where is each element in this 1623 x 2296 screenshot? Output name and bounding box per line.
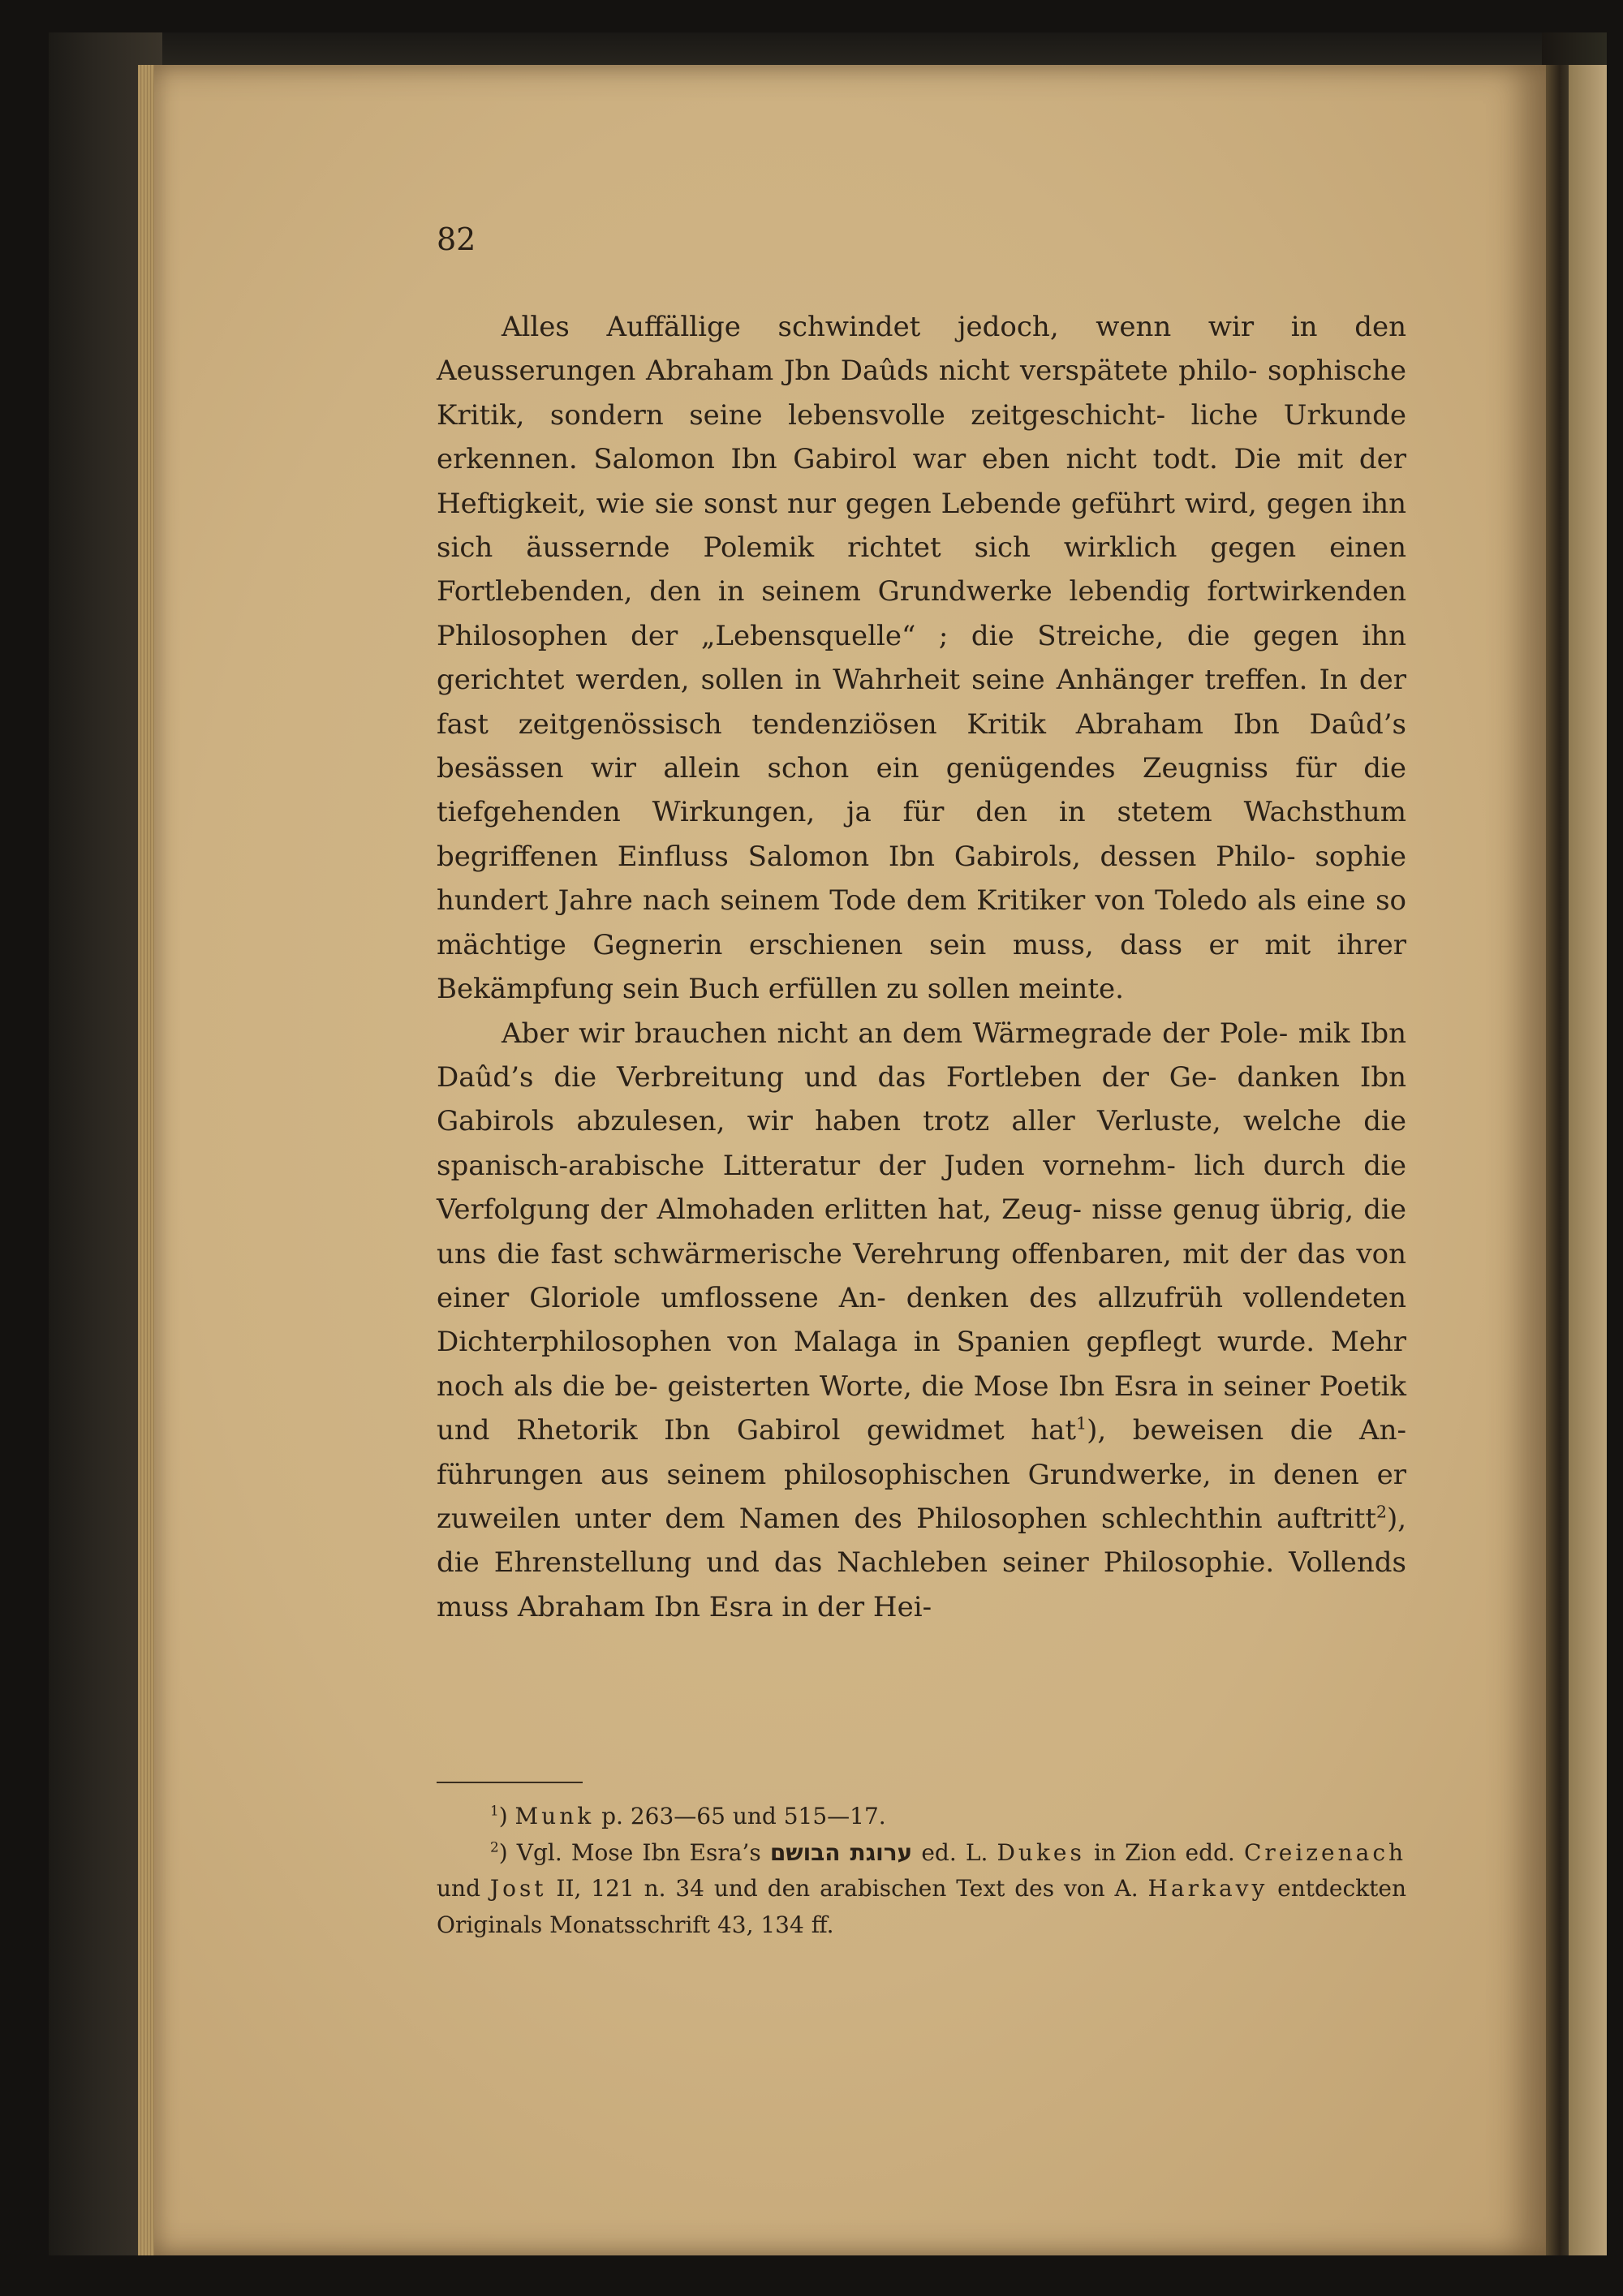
footnote-author: Harkavy	[1147, 1875, 1268, 1902]
text-line: sophie hundert Jahre nach seinem Tode dem Kritiker von	[437, 840, 1406, 918]
footnote-text: entdeckten Originals Monatsschrift 43, 134 ff.	[437, 1875, 1407, 1938]
text-line: danken Ibn Gabirols abzulesen, wir haben trotz aller Verluste,	[437, 1060, 1406, 1138]
text-line-rest: ), beweisen die An-	[1087, 1414, 1406, 1447]
text-line: welche die spanisch-arabische Litteratur der Juden vornehm-	[437, 1105, 1407, 1182]
footnote-text: p. 263—65 und 515—17.	[601, 1803, 886, 1829]
text-line: Lebende geführt wird, gegen ihn sich äussernde Polemik	[437, 487, 1407, 565]
footnote-author: Dukes	[997, 1838, 1085, 1866]
footnote-marker: 1	[490, 1802, 499, 1819]
text-line: begriffenen Einfluss Salomon Ibn Gabirols, dessen Philo-	[437, 840, 1296, 873]
footnote-author: Munk	[514, 1803, 595, 1829]
text-line: liche Urkunde erkennen. Salomon Ibn Gabirol war eben	[437, 398, 1406, 476]
text-line: nisse genug übrig, die uns die fast schwärmerische Verehrung	[437, 1193, 1407, 1271]
text-line: dass er mit ihrer Bekämpfung sein Buch erfüllen zu sollen	[437, 928, 1407, 1006]
text-line: Aeusserungen Abraham Jbn Daûds nicht verspätete philo-	[437, 355, 1258, 388]
text-line: denken des allzufrüh vollendeten Dichterphilosophen von	[437, 1281, 1407, 1359]
footnote-text: ed. L.	[921, 1838, 988, 1866]
text-line: der „Lebensquelle“ ; die Streiche, die gegen ihn gerichtet	[437, 619, 1406, 697]
paragraph-1	[437, 305, 1406, 1012]
footnote-text: Vgl. Mose Ibn Esra’s	[516, 1838, 761, 1866]
footnote-marker: 2	[490, 1838, 499, 1855]
text-line: fast zeitgenössisch tendenziösen Kritik Abraham Ibn Daûd’s	[437, 707, 1406, 741]
footnote-1: $^1$) Munk p. 263—65 und 515—17.	[490, 1802, 886, 1829]
page-number: 82	[437, 221, 476, 257]
text-line: lich durch die Verfolgung der Almohaden erlitten hat, Zeug-	[437, 1149, 1406, 1227]
footnote-author: Creizenach	[1243, 1838, 1407, 1866]
text-line: werden, sollen in Wahrheit seine Anhänger treffen. In der	[575, 664, 1406, 697]
hebrew-title: ערוגת הבושם	[769, 1838, 913, 1866]
text-line: Alles Auffällige schwindet jedoch, wenn wir in den	[502, 311, 1406, 343]
footnote-2: $^2$) Vgl. Mose Ibn Esra’s ערוגת הבושם ed. L. Dukes in Zion edd. Creizenach und Jost II, 121 n. 34 und den arabischen Text des von A. Harkavy entdeckten Originals Monatsschrift 43, 134 ff.	[437, 1838, 1407, 1938]
text-line: Aber wir brauchen nicht an dem Wärmegrade der Pole-	[502, 1017, 1289, 1050]
footnote-divider	[437, 1782, 583, 1783]
text-line: Toledo als eine so mächtige Gegnerin erschienen sein muss,	[437, 884, 1407, 961]
text-line: sophische Kritik, sondern seine lebensvolle zeitgeschicht-	[437, 355, 1406, 432]
footnote-text: von A.	[1063, 1875, 1139, 1902]
footnote-author: Jost	[489, 1875, 547, 1902]
footnotes	[437, 1799, 1406, 1943]
footnote-text: in Zion edd.	[1093, 1838, 1235, 1866]
next-page-edge	[1569, 65, 1607, 2255]
footnote-text: und	[437, 1875, 480, 1902]
text-line: Philosophie. Vollends muss Abraham Ibn Esra in der Hei-	[437, 1546, 1406, 1623]
text-line: geisterten Worte, die Mose Ibn Esra in seiner Poetik und	[437, 1369, 1406, 1447]
text-line: richtet sich wirklich gegen einen Fortlebenden, den in	[437, 531, 1407, 608]
text-line: führungen aus seinem philosophischen Grundwerke, in denen	[437, 1458, 1359, 1491]
text-line-rest: ), die Ehrenstellung und das Nachleben seiner	[437, 1502, 1407, 1580]
text-line: tiefgehenden Wirkungen, ja für den in stetem Wachsthum	[437, 796, 1406, 829]
text-line: mik Ibn Daûd’s die Verbreitung und das Fortleben der Ge-	[437, 1017, 1406, 1094]
footnote-ref-1: 1	[1076, 1413, 1087, 1434]
text-line: offenbaren, mit der das von einer Gloriole umflossene An-	[437, 1237, 1406, 1314]
footnote-ref-2: 2	[1375, 1502, 1387, 1522]
text-line: meinte.	[1018, 973, 1124, 1006]
book-gutter	[1546, 65, 1569, 2255]
text-line: Rhetorik Ibn Gabirol gewidmet hat	[516, 1414, 1077, 1447]
text-line: seinem Grundwerke lebendig fortwirkenden Philosophen	[437, 575, 1406, 652]
body-text	[437, 305, 1406, 1629]
text-line: er zuweilen unter dem Namen des Philosophen schlechthin	[437, 1458, 1406, 1535]
text-line: besässen wir allein schon ein genügendes Zeugniss für die	[437, 752, 1406, 785]
text-line: Malaga in Spanien gepflegt wurde. Mehr noch als die be-	[437, 1326, 1406, 1403]
text-line: nicht todt. Die mit der Heftigkeit, wie sie sonst nur gegen	[437, 443, 1406, 520]
paragraph-2	[437, 1012, 1406, 1630]
text-line: auftritt	[1276, 1502, 1376, 1535]
footnote-text: II, 121 n. 34 und den arabischen Text des	[556, 1875, 1055, 1902]
